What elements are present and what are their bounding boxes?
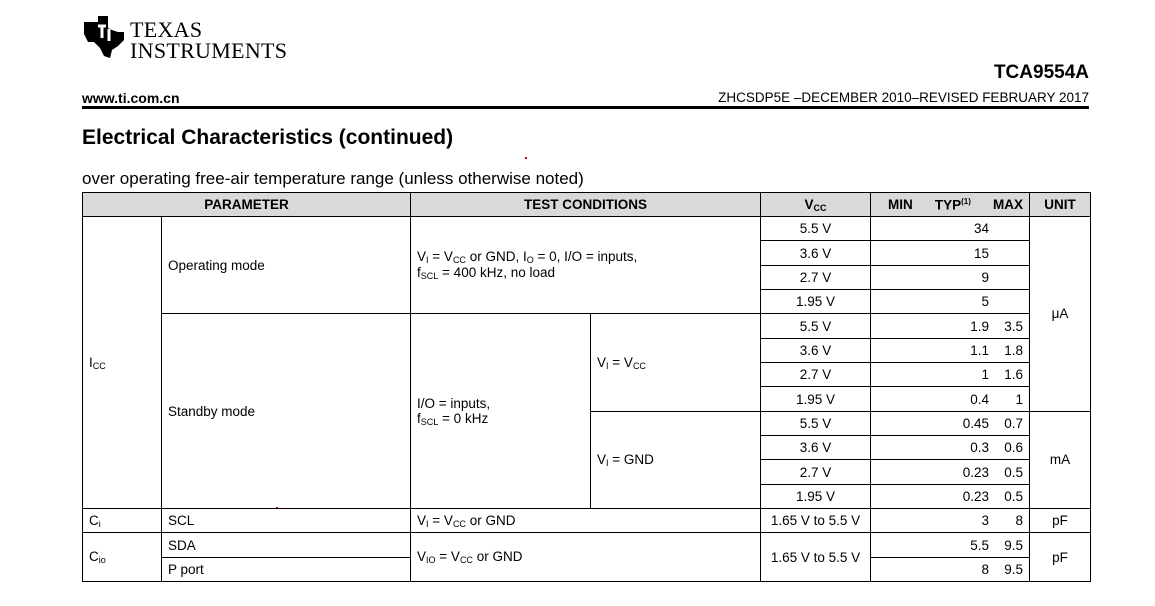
logo-text-line1: TEXAS [130,17,203,42]
vcc-cell: 5.5 V [761,314,871,338]
header-typ: TYP$^{(1)}$ [934,196,971,213]
value-cell: 0.23 0.5 [871,484,1030,508]
ci-unit: pF [1030,509,1091,533]
ci-values: 3 8 [871,509,1030,533]
electrical-characteristics-table [82,192,1091,582]
vcc-cell: 2.7 V [761,460,871,484]
operating-mode-label: Operating mode [162,217,411,314]
header-min-typ-max [871,193,1030,217]
section-title: Electrical Characteristics (continued) [82,126,454,149]
vcc-cell: 3.6 V [761,241,871,265]
table-row [83,509,1091,533]
website-link[interactable]: www.ti.com.cn [82,90,180,106]
cio-param-pport: P port [162,557,411,581]
standby-mode-label: Standby mode [162,314,411,509]
cio-symbol: $C_{io}$ [83,533,162,582]
value-cell: 15 [871,241,1030,265]
vcc-cell: 3.6 V [761,338,871,362]
header-unit: UNIT [1030,193,1091,217]
unit-ua: μA [1030,217,1091,412]
cio-vcc: 1.65 V to 5.5 V [761,533,871,582]
value-cell: 0.4 1 [871,387,1030,411]
table-row [83,217,1091,241]
icc-symbol: $I_{CC}$ [83,217,162,509]
value-cell: 5 [871,290,1030,314]
ci-param: SCL [162,509,411,533]
header-parameter: PARAMETER [83,193,411,217]
value-cell: 0.3 0.6 [871,436,1030,460]
ci-condition: $V_I = V_{CC}$ or GND [411,509,761,533]
table-row [83,533,1091,557]
value-cell: 34 [871,217,1030,241]
logo-text-line2: INSTRUMENTS [130,38,288,63]
value-cell: 1 1.6 [871,363,1030,387]
vcc-cell: 5.5 V [761,217,871,241]
operating-mode-conditions: $V_I = V_{CC}$ or GND, $I_O = 0$, I/O = inputs, $f_{SCL} = 400$ kHz, no load [411,217,761,314]
cio-condition: $V_{IO} = V_{CC}$ or GND [411,533,761,582]
part-number: TCA9554A [993,62,1089,83]
value-cell: 0.23 0.5 [871,460,1030,484]
ci-symbol: $C_i$ [83,509,162,533]
vi-vcc-condition: $V_I = V_{CC}$ [591,314,761,411]
vcc-cell: 2.7 V [761,363,871,387]
vcc-cell: 5.5 V [761,411,871,435]
vcc-cell: 1.95 V [761,484,871,508]
ci-vcc: 1.65 V to 5.5 V [761,509,871,533]
cio-param-sda: SDA [162,533,411,557]
vi-gnd-condition: $V_I$ = GND [591,411,761,508]
ti-logo [82,14,287,62]
header-min: MIN [888,196,913,212]
vcc-cell: 3.6 V [761,436,871,460]
value-cell: 9 [871,265,1030,289]
texas-map-icon [82,14,126,60]
header-vcc: $V_{CC}$ [761,193,871,217]
standby-mode-conditions: I/O = inputs, $f_{SCL} = 0$ kHz [411,314,591,509]
header-rule [82,106,1089,109]
value-cell: 1.1 1.8 [871,338,1030,362]
vcc-cell: 1.95 V [761,290,871,314]
cio-values-pport: 8 9.5 [871,557,1030,581]
stray-mark [525,157,527,159]
vcc-cell: 1.95 V [761,387,871,411]
document-id: ZHCSDP5E –DECEMBER 2010–REVISED FEBRUARY 2017 [718,90,1089,105]
vcc-cell: 2.7 V [761,265,871,289]
header-max: MAX [993,196,1024,212]
header-row [83,193,1091,217]
section-subtitle: over operating free-air temperature range (unless otherwise noted) [82,169,584,188]
header-test-conditions: TEST CONDITIONS [411,193,761,217]
value-cell: 0.45 0.7 [871,411,1030,435]
table-row [83,314,1091,338]
value-cell: 1.9 3.5 [871,314,1030,338]
cio-unit: pF [1030,533,1091,582]
unit-ma: mA [1030,411,1091,508]
cio-values-sda: 5.5 9.5 [871,533,1030,557]
